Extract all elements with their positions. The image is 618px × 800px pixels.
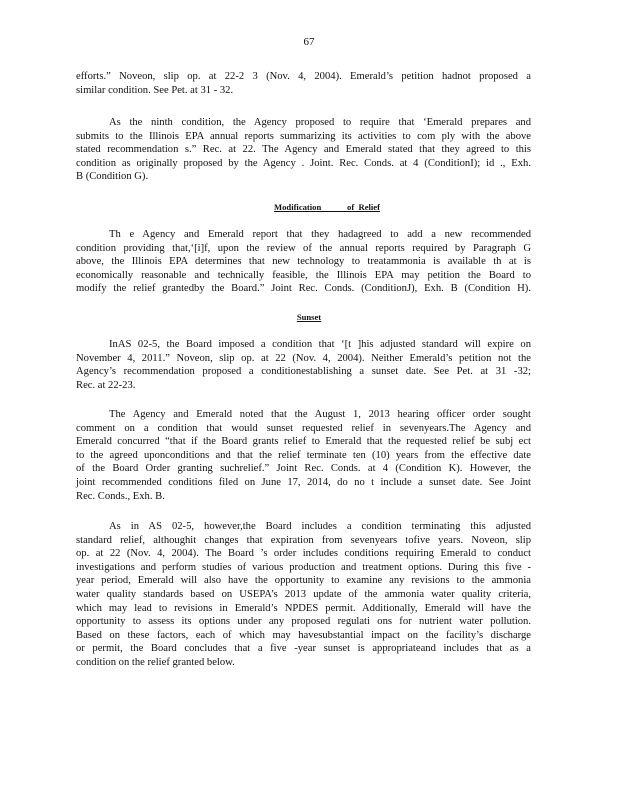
text-line: above, the Illinois EPA determines that new technology to treatammonia is available th at is <box>76 256 531 268</box>
section-heading-sunset <box>0 312 618 322</box>
text-line: As the ninth condition, the Agency proposed to require that ‘Emerald prepares and <box>109 117 531 128</box>
text-line: economically reasonable and technically feasible, the Illinois EPA may petition the Board to <box>76 269 531 281</box>
paragraph-sunset-as02-5 <box>76 338 531 392</box>
text-line: As in AS 02-5, however,the Board includes a condition terminating this adjusted <box>109 521 531 532</box>
text-line: op. at 22 (Nov. 4, 2004). The Board ’s order includes conditions requiring Emerald to conduct <box>76 548 531 560</box>
text-line: Agency’s recommendation proposed a conditionestablishing a sunset date. See Pet. at 31 -32; <box>76 366 531 378</box>
text-line: year period, Emerald will also have the opportunity to examine any revisions to the ammonia <box>76 575 531 587</box>
text-line: investigations and perform studies of various production and treatment options. During this five - <box>76 561 531 573</box>
text-line: modify the relief grantedby the Board.” Joint Rec. Conds. (ConditionJ), Exh. B (Condition H). <box>76 283 531 295</box>
text-line: Rec. at 22-23. <box>76 379 136 391</box>
text-line: InAS 02-5, the Board imposed a condition that ‘[t ]his adjusted standard will expire on <box>109 339 531 350</box>
text-line: Emerald concurred “that if the Board grants relief to Emerald that the requested relief be subj ect <box>76 436 531 448</box>
text-line: opportunity to assess its options under any proposed regulati ons for nutrient water pollution. <box>76 616 531 628</box>
text-line: Th e Agency and Emerald report that they hadagreed to add a new recommended <box>109 229 531 240</box>
text-line: standard relief, althoughit changes that expiration from sevenyears tofive years. Noveon, slip <box>76 534 531 546</box>
page-number: 67 <box>303 36 315 48</box>
text-line: or permit, the Board concludes that a five -year sunset is appropriateand includes that as a <box>76 643 531 655</box>
paragraph-ninth-condition <box>76 116 531 184</box>
paragraph-hearing-officer <box>76 408 531 503</box>
paragraph-efforts <box>76 70 531 97</box>
text-line: The Agency and Emerald noted that the August 1, 2013 hearing officer order sought <box>109 409 531 420</box>
text-line: condition as originally proposed by the Agency . Joint. Rec. Conds. at 4 (ConditionI); id ., Exh. <box>76 157 531 169</box>
heading-text: Sunset <box>296 312 322 322</box>
text-line: similar condition. See Pet. at 31 - 32. <box>76 84 234 96</box>
heading-text: Modification of Relief <box>274 202 380 212</box>
text-line: joint recommended conditions filed on June 17, 2014, do no t include a sunset date. See Joint <box>76 476 531 488</box>
text-line: Based on these factors, each of which may havesubstantial impact on the facility’s discharge <box>76 629 531 641</box>
text-line: comment on a condition that would sunset requested relief in sevenyears.The Agency and <box>76 422 531 434</box>
paragraph-conclusion <box>76 520 531 670</box>
text-line: Rec. Conds., Exh. B. <box>76 490 165 502</box>
text-line: efforts.” Noveon, slip op. at 22-2 3 (Nov. 4, 2004). Emerald’s petition hadnot proposed a <box>76 71 531 82</box>
text-line: condition providing that,‘[i]f, upon the review of the annual reports required by Paragraph G <box>76 242 531 254</box>
text-line: which may lead to revisions in Emerald’s NPDES permit. Additionally, Emerald will have the <box>76 602 531 614</box>
text-line: submits to the Illinois EPA annual reports summarizing its activities to com ply with the above <box>76 130 531 142</box>
text-line: of the Board Order granting suchrelief.” Joint Rec. Conds. at 4 (Condition K). However, the <box>76 463 531 475</box>
text-line: condition on the relief granted below. <box>76 656 235 668</box>
text-line: to the agreed uponconditions and that the relief terminate ten (10) years from the effective date <box>76 449 531 461</box>
section-heading-modification <box>18 202 618 212</box>
text-line: November 4, 2011.” Noveon, slip op. at 22 (Nov. 4, 2004). Neither Emerald’s petition not the <box>76 352 531 364</box>
text-line: water quality standards based on USEPA’s 2013 update of the ammonia water quality criteria, <box>76 588 531 600</box>
text-line: B (Condition G). <box>76 171 149 183</box>
paragraph-modification <box>76 228 531 296</box>
text-line: stated recommendation s.” Rec. at 22. The Agency and Emerald stated that they agreed to this <box>76 144 531 156</box>
